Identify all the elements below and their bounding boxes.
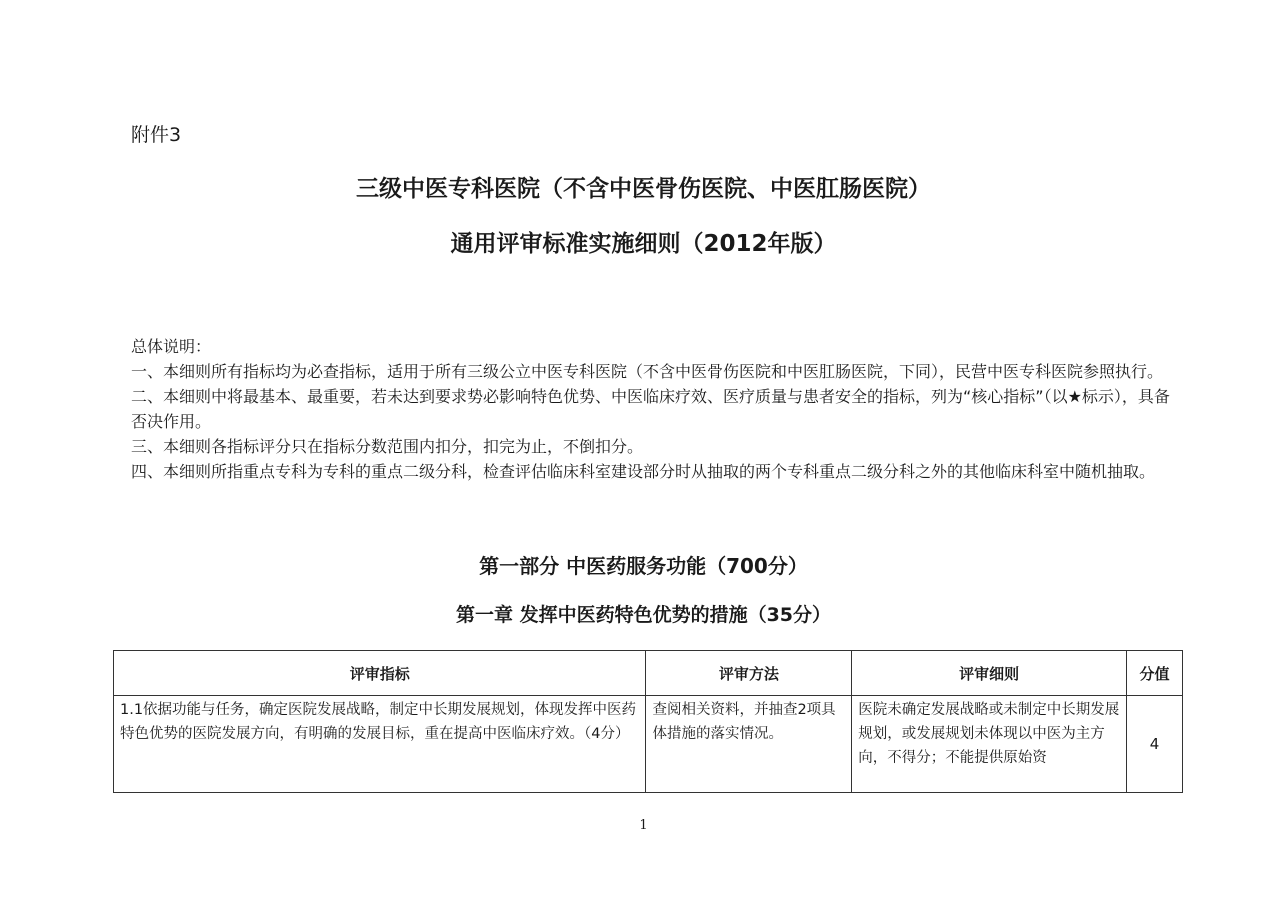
- column-header-method: 评审方法: [646, 651, 852, 696]
- chapter-title: 第一章 发挥中医药特色优势的措施（35分）: [455, 604, 832, 626]
- detail-cell: [852, 696, 1127, 793]
- criteria-table: [113, 650, 1183, 793]
- general-note-paragraph: 二、本细则中将最基本、最重要，若未达到要求势必影响特色优势、中医临床疗效、医疗质量与患者安全的指标，列为“核心指标”（以★标示），具备否决作用。: [131, 387, 1170, 431]
- part-title: 第一部分 中医药服务功能（700分）: [479, 554, 808, 578]
- detail-text: 医院未确定发展战略或未制定中长期发展规划，或发展规划未体现以中医为主方向，不得分；不能提供原始资: [858, 702, 1120, 766]
- indicator-text: 1.1依据功能与任务，确定医院发展战略，制定中长期发展规划，体现发挥中医药特色优势的医院发展方向，有明确的发展目标，重在提高中医临床疗效。（4分）: [120, 702, 637, 742]
- method-text: 查阅相关资料，并抽查2项具体措施的落实情况。: [652, 702, 836, 742]
- general-note-paragraph: 一、本细则所有指标均为必查指标，适用于所有三级公立中医专科医院（不含中医骨伤医院和中医肛肠医院，下同），民营中医专科医院参照执行。: [131, 362, 1164, 381]
- column-header-indicator: 评审指标: [114, 651, 646, 696]
- indicator-cell: [114, 696, 646, 793]
- method-cell: [646, 696, 852, 793]
- score-cell: 4: [1127, 696, 1183, 793]
- general-note-paragraph: 四、本细则所指重点专科为专科的重点二级分科，检查评估临床科室建设部分时从抽取的两个专科重点二级分科之外的其他临床科室中随机抽取。: [131, 462, 1156, 481]
- document-title-line1: 三级中医专科医院（不含中医骨伤医院、中医肛肠医院）: [356, 176, 931, 202]
- table-row: [114, 696, 1183, 793]
- column-header-detail: 评审细则: [852, 651, 1127, 696]
- column-header-score: 分值: [1127, 651, 1183, 696]
- table-header-row: [114, 651, 1183, 696]
- page-number: 1: [639, 818, 648, 833]
- attachment-label: 附件3: [131, 124, 182, 146]
- document-title-line2: 通用评审标准实施细则（2012年版）: [450, 231, 837, 257]
- general-notes-heading: 总体说明：: [131, 337, 212, 356]
- general-notes: [131, 334, 1171, 484]
- general-note-paragraph: 三、本细则各指标评分只在指标分数范围内扣分，扣完为止，不倒扣分。: [131, 437, 644, 456]
